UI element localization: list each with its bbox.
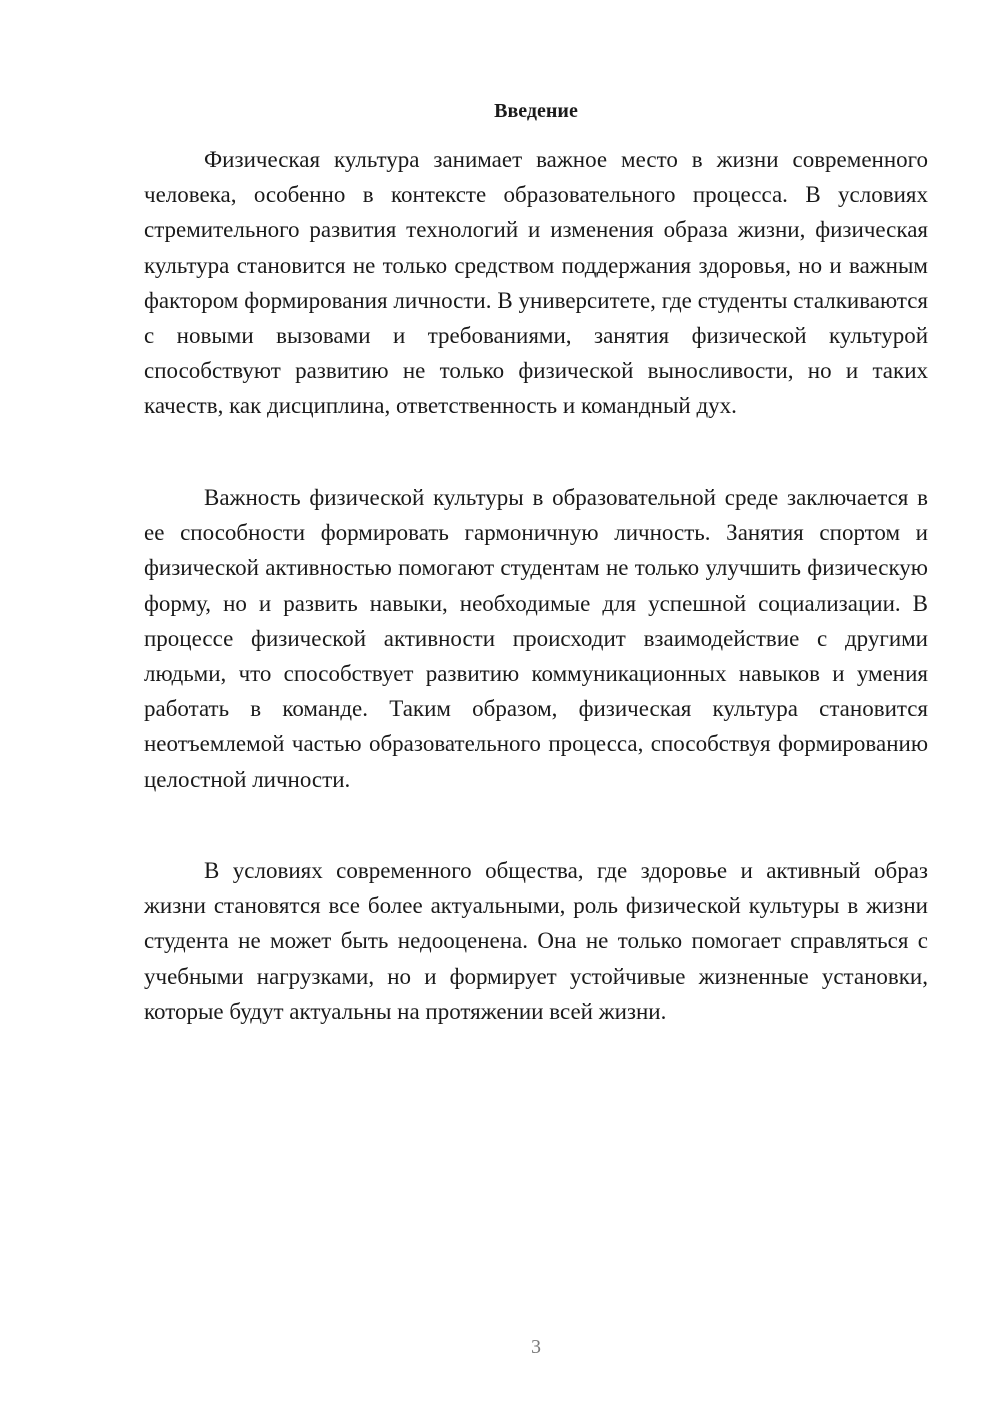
- document-page: [144, 0, 928, 1414]
- page-number: 3: [531, 1336, 541, 1358]
- paragraph-3: В условиях современного общества, где здоровье и активный образ жизни становятся все более актуальными, роль физической культуры в жизни студента не может быть недооценена. Она не только помогает справляться с учебными нагрузками, но и формирует устойчивые жизненные установки, которые будут актуальны на протяжении всей жизни.: [144, 858, 928, 1024]
- section-heading: Введение: [494, 100, 578, 122]
- paragraph-2: Важность физической культуры в образовательной среде заключается в ее способности формировать гармоничную личность. Занятия спортом и физической активностью помогают студентам не только улучшить физическую форму, но и развить навыки, необходимые для успешной социализации. В процессе физической активности происходит взаимодействие с другими людьми, что способствует развитию коммуникационных навыков и умения работать в команде. Таким образом, физическая культура становится неотъемлемой частью образовательного процесса, способствуя формированию целостной личности.: [144, 485, 928, 792]
- paragraph-1: Физическая культура занимает важное место в жизни современного человека, особенно в контексте образовательного процесса. В условиях стремительного развития технологий и изменения образа жизни, физическая культура становится не только средством поддержания здоровья, но и важным фактором формирования личности. В университете, где студенты сталкиваются с новыми вызовами и требованиями, занятия физической культурой способствуют развитию не только физической выносливости, но и таких качеств, как дисциплина, ответственность и командный дух.: [144, 147, 928, 419]
